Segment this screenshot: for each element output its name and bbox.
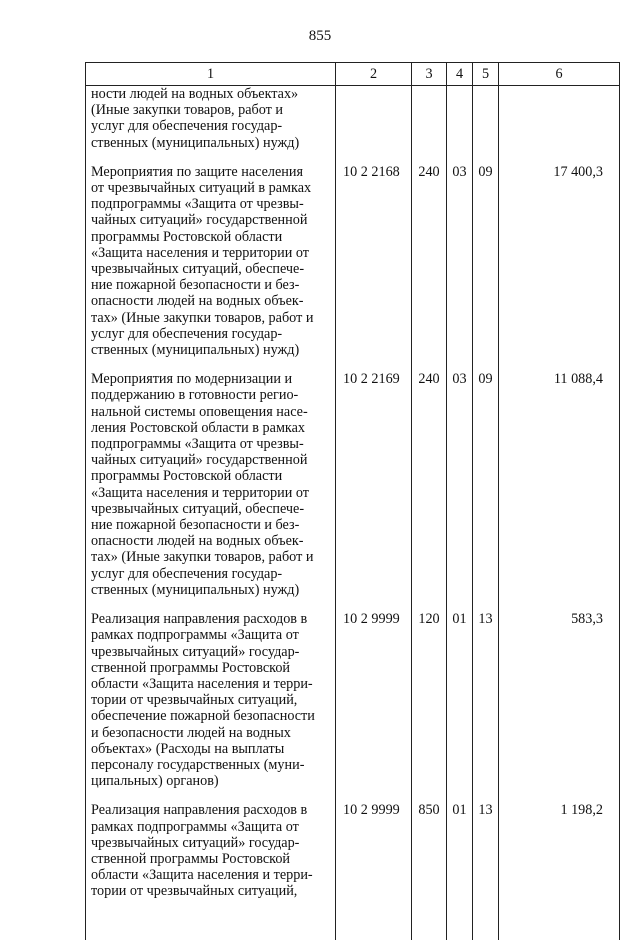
row-description: [86, 371, 336, 611]
row-description: [86, 611, 336, 802]
description-line: Мероприятия по защите населения: [91, 163, 304, 180]
row-code: 10 2 2169: [336, 371, 412, 611]
description-line: опасности людей на водных объек-: [91, 533, 304, 550]
row-pr: 13: [473, 611, 499, 802]
row-amount: 1 198,2: [499, 802, 620, 939]
description-line: (Иные закупки товаров, работ и: [91, 102, 284, 119]
description-line: чайных ситуаций» государственной: [91, 212, 308, 229]
description-line: ления Ростовской области в рамках: [91, 419, 305, 436]
header-row: [86, 63, 620, 86]
description-line: чрезвычайных ситуаций, обеспече-: [91, 261, 305, 278]
row-code: 10 2 9999: [336, 611, 412, 802]
description-line: поддержанию в готовности регио-: [91, 387, 299, 404]
row-vr: 240: [412, 371, 447, 611]
row-amount: 17 400,3: [499, 164, 620, 371]
row-code: 10 2 2168: [336, 164, 412, 371]
description-line: опасности людей на водных объек-: [91, 293, 304, 310]
description-line: тах» (Иные закупки товаров, работ и: [91, 309, 314, 326]
description-line: обеспечение пожарной безопасности: [91, 708, 315, 725]
header-col-5: 5: [473, 63, 499, 86]
row-code: 10 2 9999: [336, 802, 412, 939]
description-line: услуг для обеспечения государ-: [91, 565, 283, 582]
description-line: ственных (муниципальных) нужд): [91, 581, 300, 598]
row-vr: 120: [412, 611, 447, 802]
description-line: Мероприятия по модернизации и: [91, 371, 293, 388]
header-col-6: 6: [499, 63, 620, 86]
description-line: тории от чрезвычайных ситуаций,: [91, 692, 298, 709]
description-line: подпрограммы «Защита от чрезвы-: [91, 436, 304, 453]
description-line: от чрезвычайных ситуаций в рамках: [91, 180, 312, 197]
table-header: [86, 63, 620, 86]
header-col-3: 3: [412, 63, 447, 86]
row-vr: 240: [412, 164, 447, 371]
description-line: Реализация направления расходов в: [91, 611, 308, 628]
description-line: и безопасности людей на водных: [91, 724, 291, 741]
description-line: чрезвычайных ситуаций» государ-: [91, 643, 300, 660]
row-rz: [447, 86, 473, 164]
table-row: [86, 164, 620, 371]
row-rz: 01: [447, 611, 473, 802]
description-line: услуг для обеспечения государ-: [91, 325, 283, 342]
description-line: услуг для обеспечения государ-: [91, 118, 283, 135]
description-line: ственной программы Ростовской: [91, 659, 291, 676]
row-pr: 09: [473, 371, 499, 611]
header-col-1: 1: [86, 63, 336, 86]
description-line: тах» (Иные закупки товаров, работ и: [91, 549, 314, 566]
description-line: «Защита населения и территории от: [91, 244, 309, 261]
row-description: [86, 86, 336, 164]
table-body: [86, 86, 620, 940]
budget-table: [85, 62, 620, 940]
description-line: тории от чрезвычайных ситуаций,: [91, 883, 298, 900]
description-line: ственных (муниципальных) нужд): [91, 134, 300, 151]
description-line: ности людей на водных объектах»: [91, 86, 299, 102]
description-line: области «Защита населения и терри-: [91, 867, 313, 884]
description-line: области «Защита населения и терри-: [91, 675, 313, 692]
page-number: 855: [308, 28, 332, 44]
description-line: ственной программы Ростовской: [91, 850, 291, 867]
row-pr: 09: [473, 164, 499, 371]
description-line: нальной системы оповещения насе-: [91, 403, 308, 420]
header-col-2: 2: [336, 63, 412, 86]
description-line: чайных ситуаций» государственной: [91, 452, 308, 469]
row-amount: [499, 86, 620, 164]
row-amount: 583,3: [499, 611, 620, 802]
description-line: Реализация направления расходов в: [91, 802, 308, 819]
budget-table-container: [85, 62, 619, 940]
table-row-continuation: [86, 86, 620, 164]
description-line: подпрограммы «Защита от чрезвы-: [91, 196, 304, 213]
row-rz: 01: [447, 802, 473, 939]
description-line: объектах» (Расходы на выплаты: [91, 740, 285, 757]
row-pr: [473, 86, 499, 164]
row-vr: [412, 86, 447, 164]
description-line: персоналу государственных (муни-: [91, 756, 305, 773]
row-rz: 03: [447, 164, 473, 371]
row-pr: 13: [473, 802, 499, 939]
description-line: ственных (муниципальных) нужд): [91, 342, 300, 359]
description-line: чрезвычайных ситуаций, обеспече-: [91, 500, 305, 517]
description-line: ние пожарной безопасности и без-: [91, 277, 300, 294]
row-code: [336, 86, 412, 164]
description-line: рамках подпрограммы «Защита от: [91, 627, 299, 644]
row-rz: 03: [447, 371, 473, 611]
row-amount: 11 088,4: [499, 371, 620, 611]
description-line: ние пожарной безопасности и без-: [91, 517, 300, 534]
description-line: «Защита населения и территории от: [91, 484, 309, 501]
description-line: чрезвычайных ситуаций» государ-: [91, 834, 300, 851]
table-row: [86, 611, 620, 802]
description-line: ципальных) органов): [91, 773, 219, 790]
row-description: [86, 802, 336, 939]
description-line: программы Ростовской области: [91, 468, 283, 485]
description-line: рамках подпрограммы «Защита от: [91, 818, 299, 835]
row-description: [86, 164, 336, 371]
table-row: [86, 371, 620, 611]
description-line: программы Ростовской области: [91, 228, 283, 245]
header-col-4: 4: [447, 63, 473, 86]
row-vr: 850: [412, 802, 447, 939]
table-row: [86, 802, 620, 939]
